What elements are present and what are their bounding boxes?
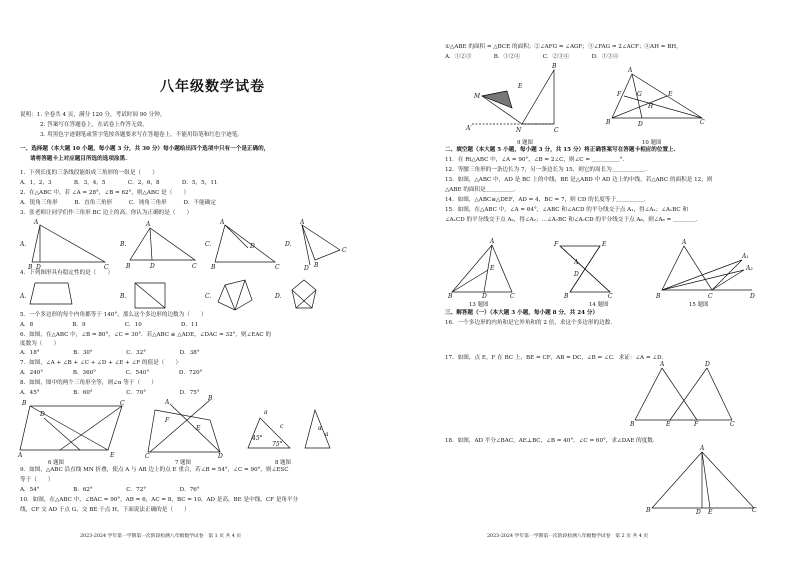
svg-text:D: D — [150, 263, 155, 270]
question-7: 7．如图，∠A + ∠B + ∠C + ∠D + ∠E + ∠F 的值是（ ） — [20, 360, 182, 366]
instruction-1: 说明：1. 全卷共 4 页，满分 120 分，考试时间 90 分钟。 — [20, 112, 166, 118]
section-2-heading: 二、填空题（本大题 5 小题，每小题 3 分，共 15 分）将正确答案写在答题卡相应的位置上. — [445, 147, 676, 153]
svg-text:B: B — [211, 264, 216, 271]
question-11: 11．在 Rt△ABC 中，∠A = 90°，∠B = 2∠C，则∠C = ＿＿＿＿＿°． — [445, 157, 629, 163]
svg-text:C: C — [730, 421, 735, 428]
question-9-cont: 等于（ ） — [20, 477, 54, 483]
question-10-statements: ①△ABE 的面积 = △BCE 的面积；②∠AFG = ∠AGF；③∠FAG = 2∠ACF；④AH = BH。 — [445, 44, 682, 50]
svg-text:C: C — [708, 293, 713, 300]
svg-text:A.: A. — [20, 241, 27, 248]
svg-text:D: D — [250, 243, 255, 250]
svg-text:A: A — [700, 445, 705, 452]
caption-figure-7: 7 题图 — [175, 460, 191, 466]
svg-text:C: C — [342, 247, 347, 254]
caption-figure-14: 14 题图 — [589, 302, 609, 308]
svg-text:A: A — [34, 219, 39, 226]
svg-text:B: B — [656, 293, 661, 300]
svg-text:C: C — [104, 264, 109, 271]
svg-text:E: E — [490, 265, 495, 272]
question-10: 10．如图，在△ABC 中，∠BAC = 90°，AB = 6，AC = 8，BC = 10，AD 是高，BE 是中线，CF 是角平分 — [20, 497, 299, 503]
question-3: 3．张老师让同学们作三角形 BC 边上的高，你认为正确的是（ ） — [20, 210, 193, 216]
svg-text:45°: 45° — [252, 435, 263, 442]
question-15: 15．如图，在△ABC 中，∠A = 64°，∠ABC 和∠ACD 的平分线交于点 A₁，得∠A₁；∠A₁BC 和 — [445, 207, 689, 213]
svg-text:E: E — [196, 425, 201, 432]
svg-text:D.: D. — [285, 241, 292, 248]
svg-text:C: C — [120, 400, 125, 407]
svg-text:D: D — [40, 411, 45, 418]
caption-figure-13: 13 题图 — [469, 302, 489, 308]
svg-text:c: c — [280, 423, 284, 430]
svg-text:D: D — [36, 264, 41, 271]
svg-text:F: F — [694, 421, 699, 428]
svg-text:C.: C. — [205, 241, 212, 248]
question-18: 18．如图，AD 平分∠BAC，AE⊥BC，∠B = 40°，∠C = 60°，求∠DAE 的度数． — [445, 438, 659, 444]
caption-figure-15: 15 题图 — [689, 302, 709, 308]
question-2-options: A．锐角三角形 B．直角三角形 C．钝角三角形 D．不能确定 — [20, 200, 216, 206]
instruction-2: 2. 答案写在答题卷上，在试卷上作答无效。 — [40, 122, 148, 128]
svg-text:E: E — [110, 452, 115, 459]
section-1-heading: 一、选择题（本大题 10 小题，每小题 3 分，共 30 分）每小题给出四个选项中只有一个是正确的， — [20, 146, 270, 152]
svg-text:D: D — [705, 361, 710, 368]
question-6-options: A．18° B．30° C．32° D．38° — [20, 350, 200, 356]
svg-text:F: F — [617, 91, 622, 98]
svg-text:B: B — [126, 263, 131, 270]
svg-text:B: B — [646, 507, 651, 514]
svg-text:D: D — [218, 453, 223, 460]
svg-text:C: C — [510, 293, 515, 300]
svg-text:C: C — [192, 263, 197, 270]
svg-text:B: B — [606, 119, 611, 126]
question-1-options: A．1，2，3 B．3，4，5 C．2，6，8 D．5，5，11 — [20, 180, 218, 186]
figures-13-14-15 — [448, 238, 782, 300]
question-9: 9．如图，△ABC 沿直线 MN 折叠，使点 A 与 AB 边上的点 E 重合，若∠B = 54°，∠C = 90°，则∠ESC — [20, 467, 289, 473]
svg-text:D: D — [638, 121, 643, 128]
svg-text:B: B — [314, 262, 319, 269]
svg-text:A: A — [490, 238, 495, 245]
question-15-cont: ∠A₁CD 的平分线交于点 A₂，得∠A₂；…∠A₇BC 和∠A₇CD 的平分线交于点 A₈，则∠A₈ = ＿＿＿＿． — [445, 217, 702, 223]
svg-text:E: E — [602, 241, 607, 248]
figure-18 — [646, 445, 762, 516]
svg-text:C: C — [752, 507, 757, 514]
svg-text:F: F — [554, 241, 559, 248]
caption-figure-6: 6 题图 — [48, 460, 64, 466]
svg-text:A: A — [628, 67, 633, 74]
svg-text:A: A — [660, 361, 665, 368]
question-5: 5．一个多边形的每个内角都等于 140°，那么这个多边形的边数为（ ） — [20, 312, 207, 318]
section-3-heading: 三、解答题（一）（本大题 3 小题，每小题 8 分，共 24 分） — [445, 310, 599, 316]
svg-text:M: M — [474, 93, 481, 100]
svg-text:D: D — [574, 271, 579, 278]
caption-figure-10: 10 题图 — [642, 140, 662, 146]
svg-text:B.: B. — [120, 293, 127, 300]
svg-text:E: E — [518, 83, 523, 90]
svg-text:A: A — [220, 219, 225, 226]
svg-text:A₂: A₂ — [746, 265, 753, 272]
svg-text:D: D — [750, 293, 755, 300]
right-page — [397, 0, 794, 562]
svg-text:C: C — [275, 264, 280, 271]
caption-figure-8: 8 题图 — [275, 460, 291, 466]
svg-text:C: C — [145, 453, 150, 460]
question-8: 8．如图，图中的两个三角形全等，则∠α 等于（ ） — [20, 380, 157, 386]
svg-text:D: D — [696, 509, 701, 516]
svg-text:a: a — [264, 409, 268, 416]
svg-text:B: B — [28, 264, 33, 271]
page-2-footer: 2023-2024 学年第一学期第一次阶段检测八年级数学试卷 第 2 页 共 4 页 — [487, 534, 649, 539]
exam-title: 八年级数学试卷 — [160, 79, 265, 95]
svg-text:H: H — [648, 103, 654, 110]
svg-text:E: E — [668, 91, 673, 98]
svg-text:B: B — [630, 421, 635, 428]
question-13-cont: △ABE 的面积是＿＿＿＿＿． — [445, 187, 520, 193]
question-7-options: A．240° B．360° C．540° D．720° — [20, 370, 203, 376]
svg-text:C: C — [608, 293, 613, 300]
svg-text:A: A — [18, 452, 23, 459]
svg-text:C: C — [700, 119, 705, 126]
instruction-3: 3. 用黑色字迹钢笔或签字笔按各题要求写在答题卷上，不能用铅笔和红色字迹笔。 — [40, 132, 243, 138]
svg-text:A.: A. — [20, 293, 27, 300]
question-8-options: A．45° B．60° C．70° D．75° — [20, 390, 200, 396]
question-14: 14．如图，△ABC≌△DEF，AD = 4，BC = 7，则 CD 的长度等于＿＿＿＿＿． — [445, 197, 650, 203]
svg-text:N: N — [516, 127, 522, 134]
svg-text:A: A — [300, 219, 305, 226]
svg-text:α: α — [318, 425, 323, 432]
question-12: 12．等腰三角形的一条边长为 7，另一条边长为 15，则它的周长为＿＿＿＿＿＿． — [445, 167, 651, 173]
svg-text:A: A — [574, 259, 579, 266]
question-2: 2．在△ABC 中，若 ∠A = 28°，∠B = 62°，则△ABC 是（ ） — [20, 190, 190, 196]
figures-6-7-8 — [18, 395, 360, 460]
svg-text:B: B — [448, 293, 453, 300]
svg-text:C: C — [554, 127, 559, 134]
question-9-options: A．54° B．62° C．72° D．76° — [20, 487, 200, 493]
svg-text:B: B — [564, 293, 569, 300]
svg-text:A₁: A₁ — [742, 253, 749, 260]
svg-text:F: F — [165, 417, 170, 424]
svg-text:A′: A′ — [466, 125, 472, 132]
question-1: 1．下列长度的三条线段能组成三角形的一组是（ ） — [20, 170, 158, 176]
svg-text:A: A — [682, 239, 687, 246]
svg-text:75°: 75° — [272, 441, 283, 448]
question-4: 4．下列图形具有稳定性的是（ ） — [20, 270, 114, 276]
question-13: 13．如图，△ABC 中，AD 是 BC 上的中线，BE 是△ABD 中 AD 边上的中线，若△ABC 的面积是 12，则 — [445, 177, 713, 183]
svg-text:a: a — [325, 431, 329, 438]
question-17: 17．如图，点 E，F 在 BC 上，BE = CF，AB = DC，∠B = ∠C．求证：∠A = ∠D． — [445, 355, 668, 361]
figures-9-10 — [466, 63, 772, 136]
question-10-options: A．①②③ B．①②④ C．②③④ D．①③④ — [445, 54, 619, 60]
question-6-cont: 度数为（ ） — [20, 341, 60, 347]
figure-17 — [632, 362, 742, 427]
svg-text:B: B — [22, 400, 27, 407]
svg-text:B.: B. — [120, 241, 127, 248]
question-10-cont: 线，CF 交 AD 于点 G，交 BE 于点 H，下面说法正确的是（ ） — [20, 507, 190, 513]
svg-text:B: B — [552, 63, 557, 70]
svg-text:G: G — [637, 91, 642, 98]
page-1-footer: 2023-2024 学年第一学期第一次阶段检测八年级数学试卷 第 1 页 共 4 页 — [80, 534, 242, 539]
svg-text:E: E — [666, 421, 671, 428]
question-4-figures — [20, 280, 360, 312]
svg-text:E: E — [708, 509, 713, 516]
svg-text:D: D — [482, 293, 487, 300]
question-3-figures — [20, 220, 380, 270]
svg-text:B: B — [208, 395, 213, 402]
question-6: 6．如图，在△ABC 中，∠B = 80°，∠C = 30°．若△ABC ≌ △ADE，∠DAC = 32°，则∠EAC 的 — [20, 332, 272, 338]
caption-figure-9: 9 题图 — [517, 140, 533, 146]
svg-text:C.: C. — [205, 293, 212, 300]
section-1-heading-cont: 请将答题卡上对应题目所选的选项涂黑. — [30, 156, 128, 162]
svg-text:A: A — [146, 221, 151, 228]
svg-text:D.: D. — [275, 293, 282, 300]
question-16: 16．一个多边形的内角和是它外角和的 2 倍，求这个多边形的边数． — [445, 320, 616, 326]
question-5-options: A．8 B．9 C．10 D．11 — [20, 322, 199, 328]
svg-text:D: D — [304, 265, 309, 272]
svg-text:A: A — [165, 399, 170, 406]
